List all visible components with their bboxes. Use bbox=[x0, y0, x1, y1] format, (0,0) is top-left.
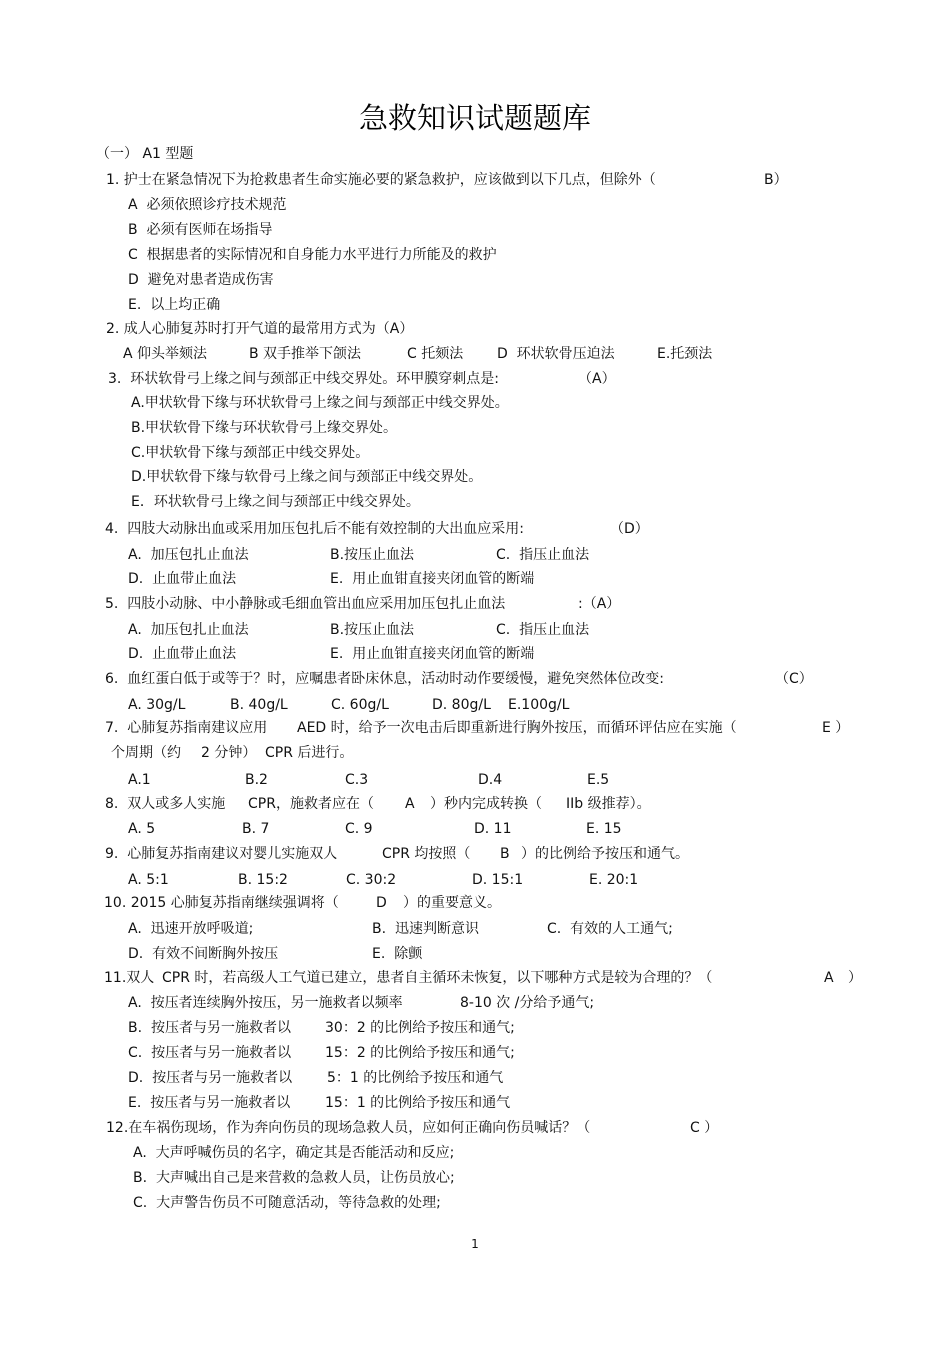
text-line: D. 80g/L bbox=[432, 697, 491, 713]
text-line: CPR 后进行。 bbox=[265, 745, 354, 761]
text-line: 10. 2015 心肺复苏指南继续强调将（ bbox=[104, 895, 339, 911]
text-line: E. 按压者与另一施救者以 bbox=[128, 1095, 291, 1111]
text-line: E. 除颤 bbox=[372, 946, 423, 962]
text-line: CPR 时，若高级人工气道已建立，患者自主循环未恢复，以下哪种方式是较为合理的？（ bbox=[162, 970, 713, 986]
text-line: E ） bbox=[822, 720, 850, 736]
text-line: E. 用止血钳直接夹闭血管的断端 bbox=[330, 646, 535, 662]
text-line: B. 大声喊出自己是来营救的急救人员，让伤员放心; bbox=[133, 1170, 455, 1186]
text-line: A. 按压者连续胸外按压，另一施救者以频率 bbox=[128, 995, 403, 1011]
text-line: B. 迅速判断意识 bbox=[372, 921, 479, 937]
text-line: B. 15:2 bbox=[238, 872, 288, 888]
text-line: C. 60g/L bbox=[331, 697, 389, 713]
text-line: D. 按压者与另一施救者以 bbox=[128, 1070, 293, 1086]
text-line: C. 9 bbox=[345, 821, 373, 837]
text-line: A bbox=[824, 970, 834, 986]
text-line: B. 7 bbox=[242, 821, 270, 837]
text-line: D.甲状软骨下缘与软骨弓上缘之间与颈部正中线交界处。 bbox=[131, 469, 483, 485]
text-line: E. 以上均正确 bbox=[128, 297, 221, 313]
text-line: C. 30:2 bbox=[346, 872, 397, 888]
text-line: （A） bbox=[578, 371, 616, 387]
text-line: B 必须有医师在场指导 bbox=[128, 222, 273, 238]
text-line: D 避免对患者造成伤害 bbox=[128, 272, 274, 288]
text-line: ）的比例给予按压和通气。 bbox=[521, 846, 689, 862]
text-line: IIb 级推荐）。 bbox=[566, 796, 651, 812]
text-line: ）秒内完成转换（ bbox=[430, 796, 542, 812]
text-line: D. 11 bbox=[474, 821, 512, 837]
text-line: B） bbox=[764, 172, 788, 188]
text-line: A.1 bbox=[128, 772, 151, 788]
text-line: 1. 护士在紧急情况下为抢救患者生命实施必要的紧急救护，应该做到以下几点，但除外（ bbox=[106, 172, 656, 188]
text-line: 9. 心肺复苏指南建议对婴儿实施双人 bbox=[105, 846, 338, 862]
text-line: A 必须依照诊疗技术规范 bbox=[128, 197, 287, 213]
text-line: 7. 心肺复苏指南建议应用 bbox=[105, 720, 268, 736]
text-line: CPR，施救者应在（ bbox=[248, 796, 374, 812]
text-line: C. 指压止血法 bbox=[496, 547, 590, 563]
text-line: C. 有效的人工通气; bbox=[547, 921, 673, 937]
text-line: :（A） bbox=[578, 596, 621, 612]
text-line: B.2 bbox=[245, 772, 268, 788]
text-line: ） bbox=[848, 970, 862, 986]
text-line: A.甲状软骨下缘与环状软骨弓上缘之间与颈部正中线交界处。 bbox=[131, 395, 509, 411]
text-line: A. 5:1 bbox=[128, 872, 169, 888]
text-line: D. 有效不间断胸外按压 bbox=[128, 946, 279, 962]
text-line: A. 迅速开放呼吸道; bbox=[128, 921, 254, 937]
text-line: E. 用止血钳直接夹闭血管的断端 bbox=[330, 571, 535, 587]
text-line: C.甲状软骨下缘与颈部正中线交界处。 bbox=[131, 445, 370, 461]
text-line: （C） bbox=[775, 671, 813, 687]
text-line: A. 30g/L bbox=[128, 697, 186, 713]
text-line: A bbox=[405, 796, 415, 812]
text-line: B. 按压者与另一施救者以 bbox=[128, 1020, 291, 1036]
text-line: CPR 均按照（ bbox=[382, 846, 471, 862]
text-line: E.5 bbox=[587, 772, 610, 788]
text-line: C 根据患者的实际情况和自身能力水平进行力所能及的救护 bbox=[128, 247, 497, 263]
text-line: 4. 四肢大动脉出血或采用加压包扎后不能有效控制的大出血应采用: bbox=[105, 521, 524, 537]
text-line: 8. 双人或多人实施 bbox=[105, 796, 226, 812]
text-line: A. 加压包扎止血法 bbox=[128, 622, 249, 638]
text-line: C ） bbox=[690, 1120, 719, 1136]
text-line: C. 按压者与另一施救者以 bbox=[128, 1045, 292, 1061]
text-line: E．环状软骨弓上缘之间与颈部正中线交界处。 bbox=[131, 494, 420, 510]
text-line: 个周期（约 bbox=[111, 745, 181, 761]
text-line: ）的重要意义。 bbox=[403, 895, 501, 911]
section-heading: （一） A1 型题 bbox=[96, 146, 194, 162]
text-line: D. 止血带止血法 bbox=[128, 571, 237, 587]
text-line: 5. 四肢小动脉、中小静脉或毛细血管出血应采用加压包扎止血法 bbox=[105, 596, 506, 612]
text-line: 15：1 的比例给予按压和通气 bbox=[325, 1095, 511, 1111]
text-line: 8-10 次 /分给予通气; bbox=[460, 995, 595, 1011]
text-line: A. 5 bbox=[128, 821, 156, 837]
text-line: 5：1 的比例给予按压和通气 bbox=[327, 1070, 504, 1086]
text-line: 3. 环状软骨弓上缘之间与颈部正中线交界处。环甲膜穿刺点是: bbox=[108, 371, 499, 387]
text-line: 11.双人 bbox=[104, 970, 155, 986]
page-title: 急救知识试题题库 bbox=[358, 101, 591, 135]
text-line: 12.在车祸伤现场，作为奔向伤员的现场急救人员，应如何正确向伤员喊话？（ bbox=[106, 1120, 591, 1136]
text-line: 15：2 的比例给予按压和通气; bbox=[325, 1045, 515, 1061]
page-number: 1 bbox=[471, 1237, 479, 1251]
text-line: A. 大声呼喊伤员的名字，确定其是否能活动和反应; bbox=[133, 1145, 455, 1161]
text-line: B. 40g/L bbox=[230, 697, 288, 713]
text-line: 6. 血红蛋白低于或等于？时，应嘱患者卧床休息，活动时动作要缓慢，避免突然体位改变: bbox=[105, 671, 664, 687]
text-line: B.按压止血法 bbox=[330, 622, 415, 638]
text-line: B.按压止血法 bbox=[330, 547, 415, 563]
text-line: D. 止血带止血法 bbox=[128, 646, 237, 662]
text-line: D bbox=[376, 895, 387, 911]
text-line: E.100g/L bbox=[508, 697, 570, 713]
text-line: B 双手推举下颌法 bbox=[249, 346, 362, 362]
text-line: B.甲状软骨下缘与环状软骨弓上缘交界处。 bbox=[131, 420, 398, 436]
text-line: E. 20:1 bbox=[589, 872, 639, 888]
text-line: A. 加压包扎止血法 bbox=[128, 547, 249, 563]
text-line: C. 大声警告伤员不可随意活动，等待急救的处理; bbox=[133, 1195, 441, 1211]
text-line: C.3 bbox=[345, 772, 369, 788]
text-line: D. 15:1 bbox=[472, 872, 524, 888]
text-line: （D） bbox=[610, 521, 649, 537]
text-line: B bbox=[500, 846, 510, 862]
text-line: D.4 bbox=[478, 772, 503, 788]
text-line: 2. 成人心肺复苏时打开气道的最常用方式为（A） bbox=[106, 321, 414, 337]
text-line: C 托颏法 bbox=[407, 346, 464, 362]
text-line: C. 指压止血法 bbox=[496, 622, 590, 638]
text-line: AED 时，给予一次电击后即重新进行胸外按压，而循环评估应在实施（ bbox=[297, 720, 737, 736]
text-line: 30：2 的比例给予按压和通气; bbox=[325, 1020, 515, 1036]
text-line: D 环状软骨压迫法 bbox=[497, 346, 615, 362]
text-line: A 仰头举颏法 bbox=[123, 346, 208, 362]
text-line: E.托颈法 bbox=[657, 346, 713, 362]
text-line: E. 15 bbox=[586, 821, 622, 837]
text-line: 2 分钟） bbox=[201, 745, 257, 761]
